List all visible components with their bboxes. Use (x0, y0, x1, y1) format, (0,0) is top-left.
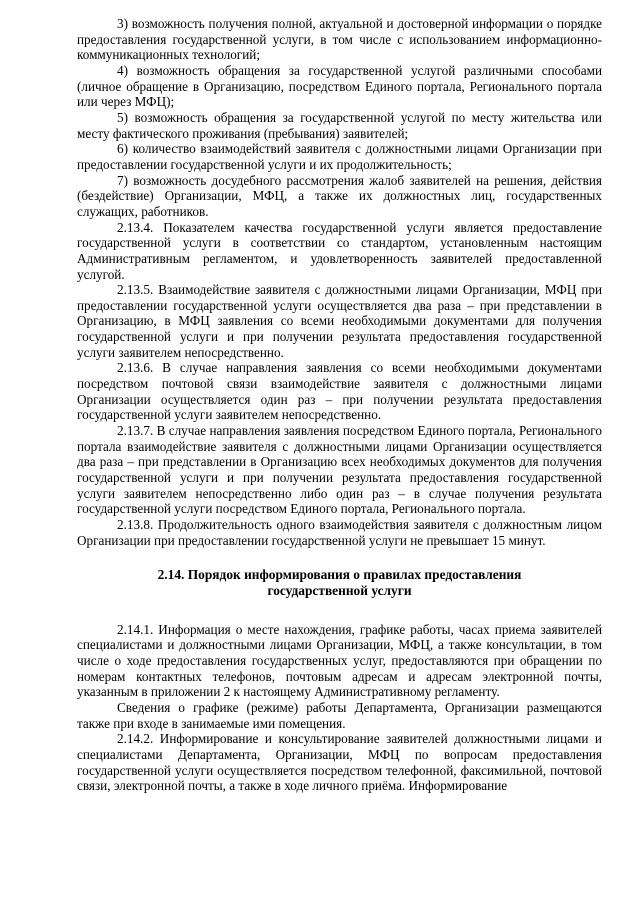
paragraph-2-13-7: 2.13.7. В случае направления заявления посредством Единого портала, Регионального портала взаимодействие заявителя с должностными лицами Организации осуществляется два раза – при представлении в Организацию всех необходимых документов для получения государственной услуги и при получении результата предоставления государственной услуги заявителем непосредственно либо один раз – в случае получения результата государственной услуги посредством Единого портала, Регионального портала. (77, 423, 602, 517)
paragraph-2-14-1: 2.14.1. Информация о месте нахождения, графике работы, часах приема заявителей специалистами и должностными лицами Организации, МФЦ, а также консультации, в том числе о ходе предоставления государственных услуг, предоставляются при обращении по номерам контактных телефонов, почтовым адресам и адресам электронной почты, указанным в приложении 2 к настоящему Административному регламенту. (77, 621, 602, 700)
paragraph-2-13-8: 2.13.8. Продолжительность одного взаимодействия заявителя с должностным лицом Организации при предоставлении государственной услуги не превышает 15 минут. (77, 517, 602, 548)
paragraph-quality-indicator-4: 4) возможность обращения за государственной услугой различными способами (личное обращение в Организацию, посредством Единого портала, Регионального портала или через МФЦ); (77, 62, 602, 110)
paragraph-2-13-5: 2.13.5. Взаимодействие заявителя с должностными лицами Организации, МФЦ при предоставлении государственной услуги осуществляется два раза – при представлении в Организацию, в МФЦ заявления со всеми необходимыми документами для получения государственной услуги и при получении результата предоставления государственной услуги заявителем непосредственно. (77, 282, 602, 360)
paragraph-2-13-4: 2.13.4. Показателем качества государственной услуги является предоставление государственной услуги в соответствии со стандартом, установленным настоящим Административным регламентом, и удовлетворенность заявителей предоставленной услугой. (77, 219, 602, 282)
paragraph-schedule-info: Сведения о графике (режиме) работы Департамента, Организации размещаются также при входе в занимаемые ими помещения. (77, 699, 602, 731)
section-heading-2-14: 2.14. Порядок информирования о правилах предоставления государственной услуги (157, 567, 522, 598)
paragraph-quality-indicator-6: 6) количество взаимодействий заявителя с должностными лицами Организации при предоставлении государственной услуги и их продолжительность; (77, 141, 602, 172)
paragraph-2-14-2: 2.14.2. Информирование и консультирование заявителей должностными лицами и специалистами Департамента, Организации, МФЦ по вопросам предоставления государственной услуги осуществляется посредством телефонной, факсимильной, почтовой связи, электронной почты, а также в ходе личного приёма. Информирование (77, 731, 602, 794)
paragraph-quality-indicator-3: 3) возможность получения полной, актуальной и достоверной информации о порядке предоставления государственной услуги, в том числе с использованием информационно-коммуникационных технологий; (77, 16, 602, 63)
paragraph-2-13-6: 2.13.6. В случае направления заявления со всеми необходимыми документами посредством почтовой связи взаимодействие заявителя с должностными лицами Организации осуществляется один раз – при получении результата предоставления государственной услуги заявителем непосредственно. (77, 360, 602, 423)
paragraph-quality-indicator-5: 5) возможность обращения за государственной услугой по месту жительства или месту фактического проживания (пребывания) заявителей; (77, 109, 602, 141)
paragraph-quality-indicator-7: 7) возможность досудебного рассмотрения жалоб заявителей на решения, действия (бездействие) Организации, МФЦ, а также их должностных лиц, государственных служащих, работников. (77, 172, 602, 219)
document-body (77, 16, 602, 794)
